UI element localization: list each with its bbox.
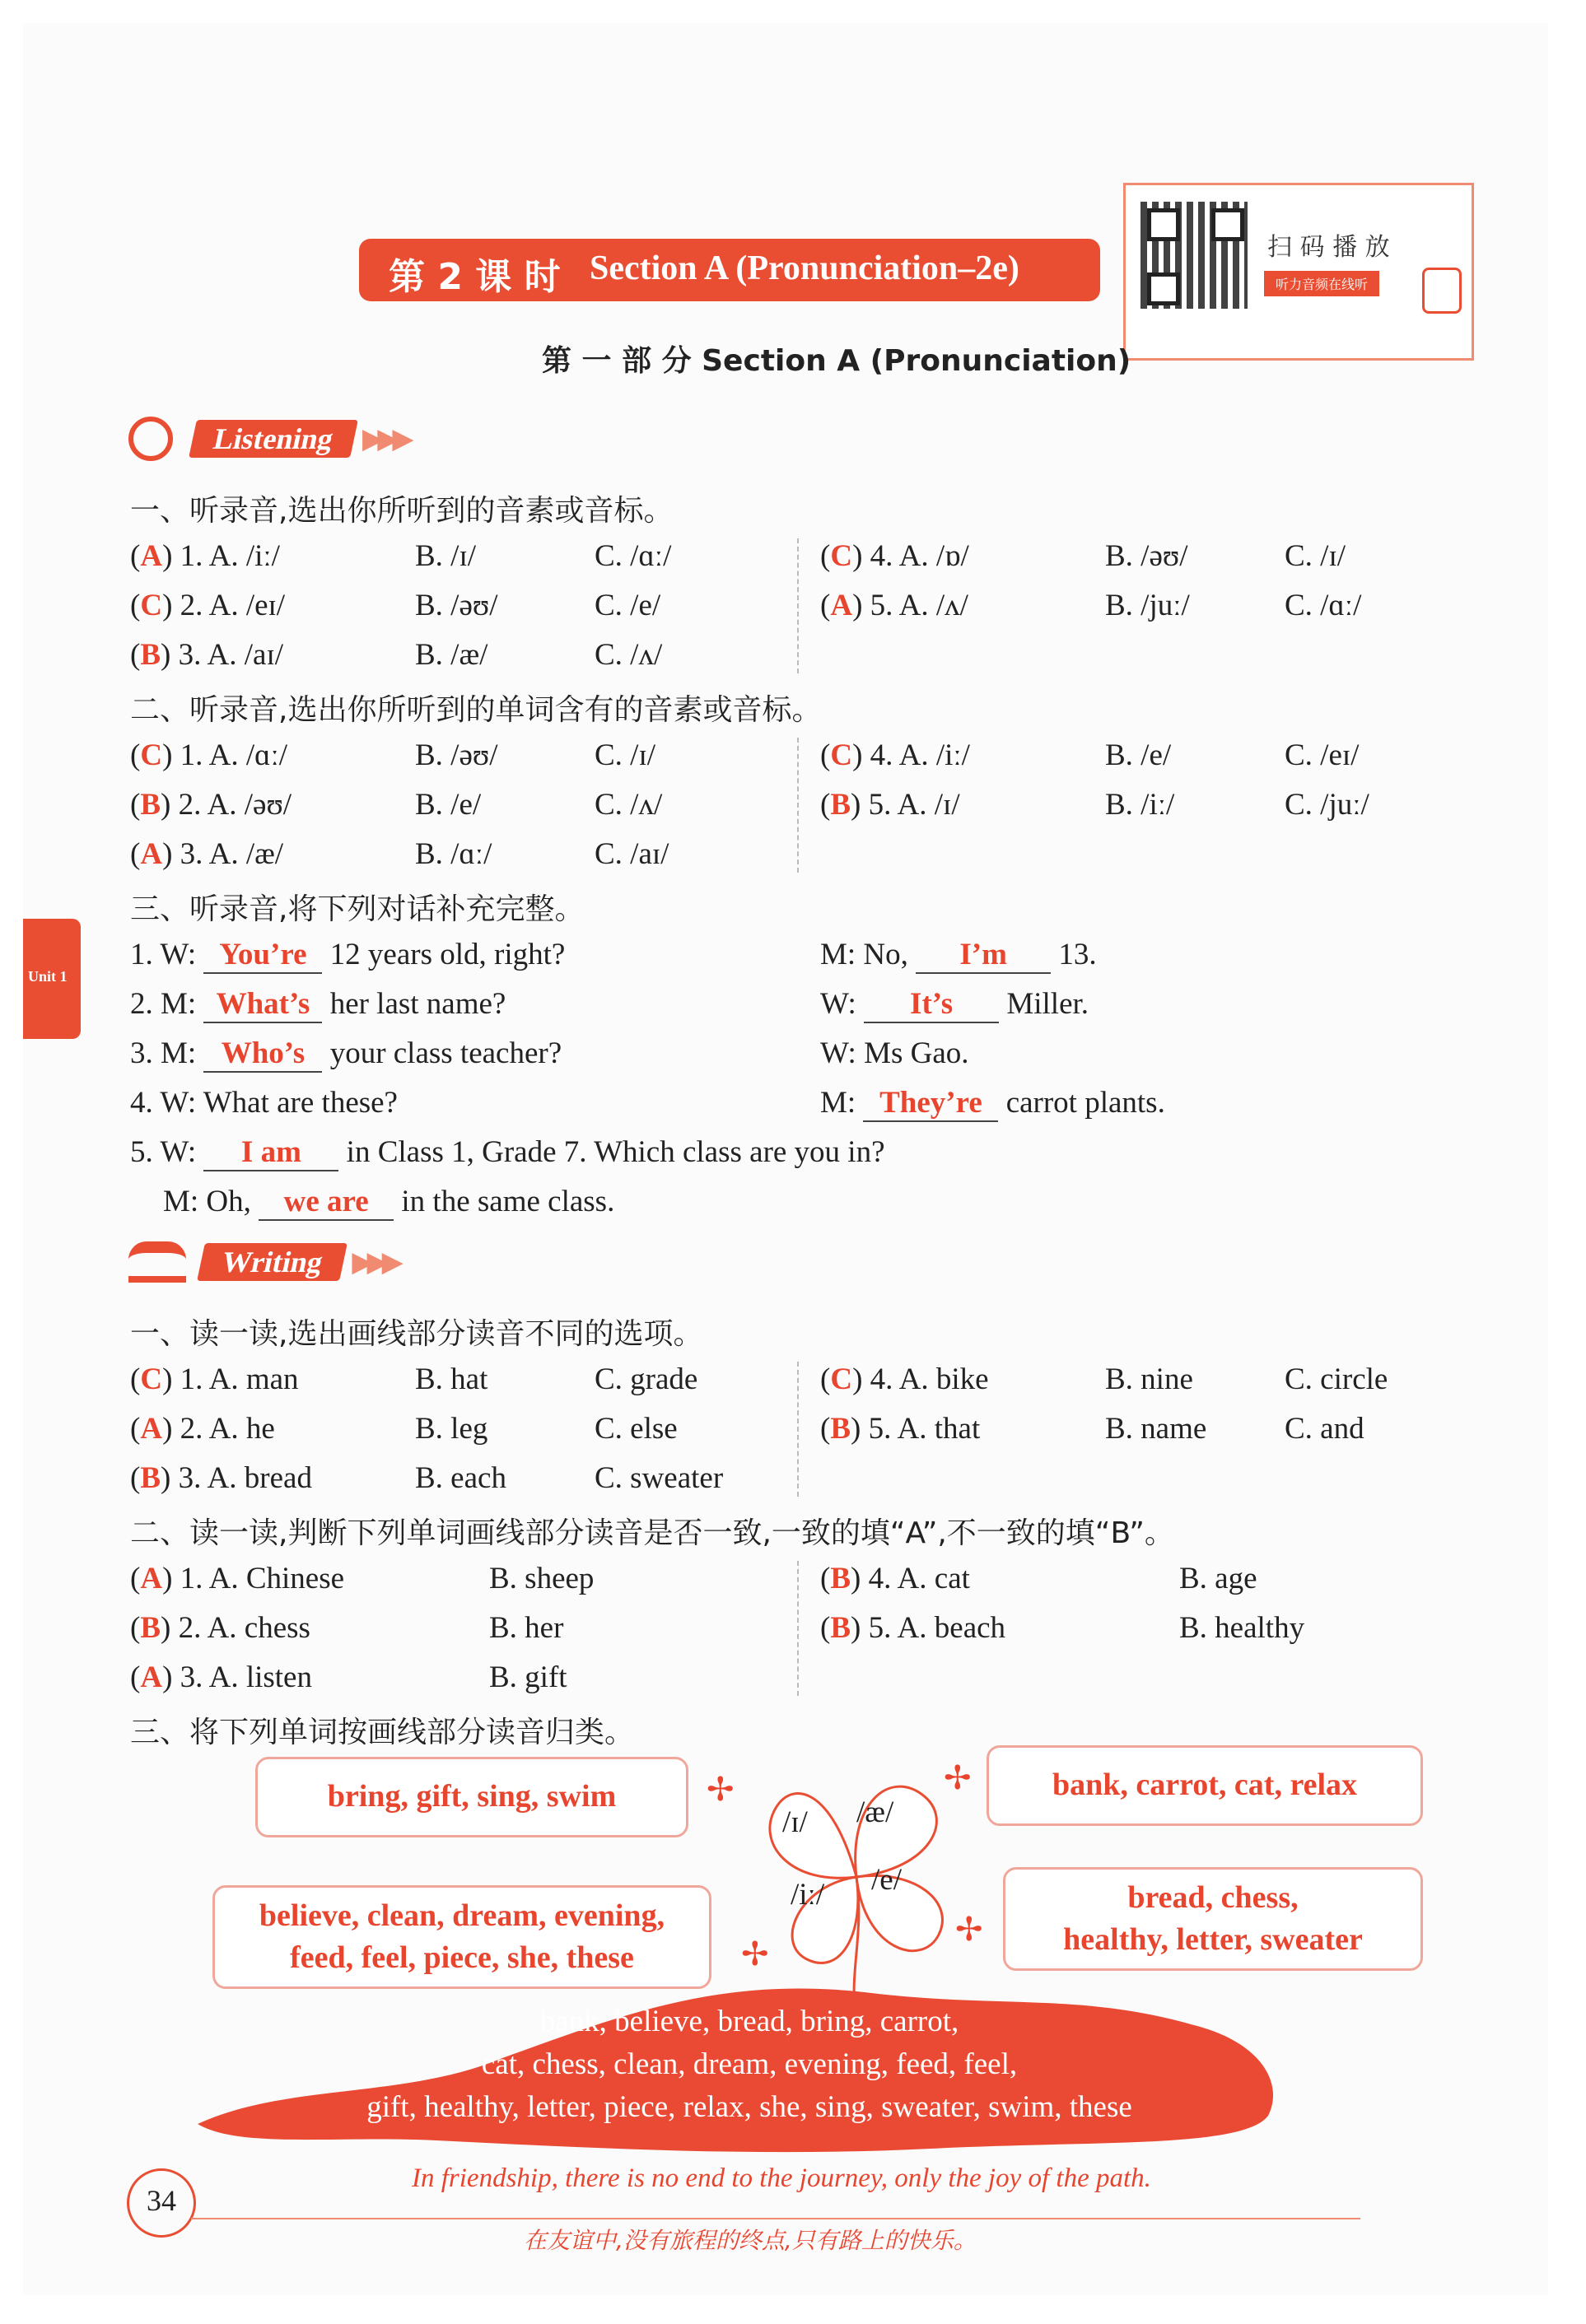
answer-choice[interactable]: C xyxy=(830,738,853,772)
dialogue-4-left: 4. W: What are these? xyxy=(130,1086,398,1120)
dialogue-5-line-1 xyxy=(130,1134,885,1171)
dialogue-4-right xyxy=(820,1085,1165,1122)
choice-row xyxy=(820,1610,1305,1646)
word-pool-line-1: bank, believe, bread, bring, carrot, xyxy=(539,2005,959,2038)
listening-q3-title: 三、听录音,将下列对话补充完整。 xyxy=(130,892,585,926)
option-c: C. and xyxy=(1285,1412,1364,1446)
paren: ( xyxy=(130,638,141,672)
option-a-prefix: 3. A. xyxy=(178,1461,245,1495)
speaker-icon xyxy=(1422,268,1462,314)
choice-row xyxy=(820,538,1346,574)
unit-side-tab xyxy=(23,919,81,1039)
dialogue-1-left xyxy=(130,937,565,974)
answer-blank[interactable]: You’re xyxy=(203,937,322,974)
writing-q1-title: 一、读一读,选出画线部分读音不同的选项。 xyxy=(130,1317,703,1351)
dialogue-text: Miller. xyxy=(1006,987,1089,1021)
option-a-prefix: 2. A. xyxy=(180,1412,246,1446)
answer-choice[interactable]: C xyxy=(140,738,163,772)
paren: ) xyxy=(162,1562,180,1595)
option-a: 2. A. chess xyxy=(178,1611,310,1645)
paren: ) xyxy=(162,1362,180,1396)
option-b: B. healthy xyxy=(1179,1611,1305,1645)
option-a-prefix: 4. A. xyxy=(870,1362,936,1396)
paren: ( xyxy=(820,788,831,822)
dialogue-text: your class teacher? xyxy=(329,1036,562,1070)
dialogue-3-right: W: Ms Gao. xyxy=(820,1036,969,1070)
part-title: 第 一 部 分 Section A (Pronunciation) xyxy=(542,344,1131,378)
paren: ( xyxy=(130,1660,141,1694)
box-long-i-line-1: believe, clean, dream, evening, xyxy=(259,1898,665,1933)
qr-label: 扫 码 播 放 xyxy=(1267,233,1390,262)
dialogue-text: in Class 1, Grade 7. Which class are you in? xyxy=(346,1135,885,1169)
option-a: 5. A. beach xyxy=(868,1611,1006,1645)
choice-row xyxy=(130,1660,567,1695)
answer-choice[interactable]: A xyxy=(140,539,163,573)
paren: ) xyxy=(161,1611,179,1645)
option-b: B. /iː/ xyxy=(1105,788,1175,822)
answer-choice[interactable]: A xyxy=(830,589,853,622)
listening-q2-title: 二、听录音,选出你所听到的单词含有的音素或音标。 xyxy=(130,693,822,727)
option-c: C. /eɪ/ xyxy=(1285,738,1360,772)
option-a: 3. A. listen xyxy=(180,1660,312,1694)
dragonfly-icon: ✢ xyxy=(944,1759,972,1796)
choice-row xyxy=(130,836,669,872)
paren: ( xyxy=(820,1412,831,1446)
option-b: B. /juː/ xyxy=(1105,589,1190,622)
answer-blank[interactable]: we are xyxy=(259,1184,394,1221)
option-b: B. hat xyxy=(415,1362,488,1396)
bell-icon xyxy=(128,417,173,461)
option-c: C. grade xyxy=(595,1362,698,1396)
symbol-long-i: /iː/ xyxy=(791,1878,825,1912)
word-pool-line-3: gift, healthy, letter, piece, relax, she, sing, sweater, swim, these xyxy=(366,2090,1132,2124)
option-a-word: man xyxy=(245,1362,299,1396)
option-c: C. /ɪ/ xyxy=(595,738,656,772)
paren: ( xyxy=(130,589,141,622)
footer-quote-en: In friendship, there is no end to the journey, only the joy of the path. xyxy=(412,2163,1151,2193)
dialogue-1-right xyxy=(820,937,1097,974)
option-c: C. /ɑː/ xyxy=(1285,589,1362,622)
option-a-prefix: 1. A. xyxy=(180,1362,246,1396)
paren: ) xyxy=(162,539,180,573)
option-b: B. /əʊ/ xyxy=(415,589,498,622)
column-divider xyxy=(797,738,799,873)
option-a: 2. A. /əʊ/ xyxy=(178,788,292,822)
answer-blank[interactable]: They’re xyxy=(863,1085,998,1122)
arrows-icon: ▶▶▶ xyxy=(362,424,408,454)
dialogue-speaker: M: No, xyxy=(820,938,908,971)
answer-choice[interactable]: C xyxy=(140,1362,163,1396)
dialogue-speaker: M: xyxy=(820,1086,856,1120)
paren: ( xyxy=(130,738,141,772)
option-a: 4. A. /ɒ/ xyxy=(870,539,969,573)
box-ae xyxy=(987,1745,1423,1826)
choice-row xyxy=(130,1411,678,1446)
dialogue-text: her last name? xyxy=(329,987,506,1021)
answer-choice[interactable]: C xyxy=(830,539,853,573)
column-divider xyxy=(797,1561,799,1696)
choice-row xyxy=(820,1561,1257,1596)
option-a-word: he xyxy=(245,1412,275,1446)
option-b: B. /əʊ/ xyxy=(1105,539,1188,573)
option-c: C. sweater xyxy=(595,1461,724,1495)
paren: ( xyxy=(820,1611,831,1645)
answer-blank[interactable]: I’m xyxy=(916,937,1051,974)
paren: ) xyxy=(851,1562,869,1595)
dialogue-text: 12 years old, right? xyxy=(329,938,566,971)
paren: ) xyxy=(162,738,180,772)
option-a-word: bread xyxy=(244,1461,312,1495)
box-e-line-2: healthy, letter, sweater xyxy=(1063,1922,1363,1957)
unit-tab-label: Unit 1 xyxy=(28,968,68,985)
page-number: 34 xyxy=(147,2184,176,2217)
column-divider xyxy=(797,538,799,673)
option-a: 3. A. /æ/ xyxy=(180,837,284,871)
option-a: 4. A. /iː/ xyxy=(870,738,970,772)
paren: ( xyxy=(130,1412,141,1446)
option-c: C. /ʌ/ xyxy=(595,638,663,672)
lesson-label: 第 2 课 时 xyxy=(389,256,561,298)
option-a-word: bike xyxy=(935,1362,989,1396)
paren: ) xyxy=(162,589,180,622)
lesson-title-bar xyxy=(359,239,1100,301)
word-pool-line-2: cat, chess, clean, dream, evening, feed, feel, xyxy=(481,2047,1018,2081)
option-a-prefix: 5. A. xyxy=(868,1412,935,1446)
option-c: C. /aɪ/ xyxy=(595,837,669,871)
choice-row xyxy=(130,588,661,623)
choice-row xyxy=(130,787,663,822)
option-a: 5. A. /ʌ/ xyxy=(870,589,968,622)
answer-choice[interactable]: B xyxy=(140,1461,161,1495)
option-a-word: that xyxy=(934,1412,981,1446)
option-b: B. name xyxy=(1105,1412,1207,1446)
dialogue-speaker: 2. M: xyxy=(130,987,197,1021)
dragonfly-icon: ✢ xyxy=(955,1911,983,1948)
dialogue-2-left xyxy=(130,986,506,1023)
paren: ) xyxy=(161,638,179,672)
arrows-icon: ▶▶▶ xyxy=(352,1247,397,1278)
dialogue-5-line-2 xyxy=(163,1184,614,1221)
dialogue-text: 13. xyxy=(1058,938,1097,971)
choice-row xyxy=(130,538,672,574)
choice-row xyxy=(130,1561,595,1596)
answer-choice[interactable]: B xyxy=(830,788,851,822)
answer-choice[interactable]: B xyxy=(140,788,161,822)
option-b: B. /e/ xyxy=(1105,738,1172,772)
symbol-short-i: /ɪ/ xyxy=(782,1805,808,1839)
dragonfly-icon: ✢ xyxy=(741,1935,769,1972)
column-divider xyxy=(797,1362,799,1497)
dialogue-speaker: W: xyxy=(820,987,856,1021)
answer-choice[interactable]: B xyxy=(140,1611,161,1645)
option-b: B. /ɪ/ xyxy=(415,539,477,573)
qr-sub-label: 听力音频在线听 xyxy=(1264,271,1379,296)
paren: ) xyxy=(162,1412,180,1446)
paren: ( xyxy=(820,539,831,573)
paren: ( xyxy=(820,1362,831,1396)
option-b: B. age xyxy=(1179,1562,1257,1595)
paren: ) xyxy=(161,1461,179,1495)
paren: ) xyxy=(852,539,870,573)
answer-choice[interactable]: A xyxy=(140,1562,163,1595)
dialogue-speaker: M: Oh, xyxy=(163,1185,251,1218)
answer-choice[interactable]: B xyxy=(830,1611,851,1645)
option-b: B. /əʊ/ xyxy=(415,738,498,772)
paren: ) xyxy=(162,837,180,871)
paren: ) xyxy=(161,788,179,822)
answer-blank[interactable]: Who’s xyxy=(203,1036,322,1073)
listening-badge xyxy=(128,417,408,461)
paren: ) xyxy=(851,788,869,822)
option-b: B. /e/ xyxy=(415,788,482,822)
option-c: C. /e/ xyxy=(595,589,661,622)
box-ae-words: bank, carrot, cat, relax xyxy=(1052,1767,1358,1803)
option-a: 2. A. /eɪ/ xyxy=(180,589,286,622)
answer-choice[interactable]: A xyxy=(140,1412,163,1446)
box-e xyxy=(1003,1867,1423,1971)
choice-row xyxy=(820,588,1362,623)
symbol-e: /e/ xyxy=(871,1863,902,1897)
option-b: B. each xyxy=(415,1461,506,1495)
option-a: 5. A. /ɪ/ xyxy=(868,788,960,822)
option-b: B. gift xyxy=(489,1660,567,1694)
choice-row xyxy=(130,1610,564,1646)
box-long-i-line-2: feed, feel, piece, she, these xyxy=(290,1940,634,1975)
dialogue-text: carrot plants. xyxy=(1005,1086,1165,1120)
answer-blank[interactable]: What’s xyxy=(203,986,322,1023)
dragonfly-icon: ✢ xyxy=(707,1771,735,1808)
dialogue-speaker: 1. W: xyxy=(130,938,197,971)
option-a: 1. A. /iː/ xyxy=(180,539,280,573)
writing-q3-title: 三、将下列单词按画线部分读音归类。 xyxy=(130,1716,635,1749)
footer-rule xyxy=(191,2218,1360,2219)
listening-label: Listening xyxy=(189,420,358,458)
option-c: C. circle xyxy=(1285,1362,1388,1396)
choice-row xyxy=(820,1411,1364,1446)
choice-row xyxy=(130,738,656,773)
paren: ( xyxy=(820,738,831,772)
option-c: C. else xyxy=(595,1412,678,1446)
option-a: 3. A. /aɪ/ xyxy=(178,638,284,672)
paren: ( xyxy=(130,1362,141,1396)
paren: ) xyxy=(851,1611,869,1645)
answer-blank[interactable]: I am xyxy=(203,1134,338,1171)
option-b: B. nine xyxy=(1105,1362,1193,1396)
listening-q1-title: 一、听录音,选出你所听到的音素或音标。 xyxy=(130,494,674,528)
option-b: B. /æ/ xyxy=(415,638,488,672)
paren: ( xyxy=(130,788,141,822)
paren: ( xyxy=(820,589,831,622)
writing-q2-title: 二、读一读,判断下列单词画线部分读音是否一致,一致的填“A”,不一致的填“B”。 xyxy=(130,1516,1174,1550)
answer-choice[interactable]: C xyxy=(140,589,163,622)
answer-choice[interactable]: A xyxy=(140,1660,163,1694)
option-b: B. her xyxy=(489,1611,564,1645)
paren: ) xyxy=(852,1362,870,1396)
writing-label: Writing xyxy=(197,1243,348,1281)
paren: ) xyxy=(162,1660,180,1694)
paren: ( xyxy=(130,1461,141,1495)
dialogue-2-right xyxy=(820,986,1089,1023)
option-a: 4. A. cat xyxy=(868,1562,970,1595)
paren: ( xyxy=(130,1611,141,1645)
box-short-i xyxy=(255,1757,688,1837)
option-a: 1. A. /ɑː/ xyxy=(180,738,288,772)
paren: ) xyxy=(851,1412,869,1446)
answer-choice[interactable]: B xyxy=(830,1562,851,1595)
paren: ( xyxy=(130,837,141,871)
answer-choice[interactable]: B xyxy=(140,638,161,672)
option-c: C. /ɑː/ xyxy=(595,539,672,573)
writing-badge xyxy=(128,1241,397,1283)
option-b: B. sheep xyxy=(489,1562,595,1595)
option-b: B. leg xyxy=(415,1412,488,1446)
paren: ( xyxy=(130,539,141,573)
qr-panel[interactable] xyxy=(1123,183,1474,361)
answer-blank[interactable]: It’s xyxy=(864,986,999,1023)
dialogue-speaker: 3. M: xyxy=(130,1036,197,1070)
symbol-ae: /æ/ xyxy=(856,1795,894,1829)
option-b: B. /ɑː/ xyxy=(415,837,492,871)
paren: ) xyxy=(852,738,870,772)
dialogue-3-left xyxy=(130,1036,562,1073)
word-pool xyxy=(272,2000,1227,2129)
paren: ) xyxy=(852,589,870,622)
dialogue-speaker: 5. W: xyxy=(130,1135,197,1169)
option-c: C. /juː/ xyxy=(1285,788,1369,822)
choice-row xyxy=(820,738,1360,773)
choice-row xyxy=(820,1362,1388,1397)
option-c: C. /ɪ/ xyxy=(1285,539,1346,573)
choice-row xyxy=(820,787,1369,822)
dialogue-text: in the same class. xyxy=(401,1185,615,1218)
answer-choice[interactable]: B xyxy=(830,1412,851,1446)
choice-row xyxy=(130,637,663,673)
footer-quote-cn: 在友谊中,没有旅程的终点,只有路上的快乐。 xyxy=(524,2227,977,2254)
paren: ( xyxy=(130,1562,141,1595)
paren: ( xyxy=(820,1562,831,1595)
choice-row xyxy=(130,1362,698,1397)
answer-choice[interactable]: A xyxy=(140,837,163,871)
box-e-line-1: bread, chess, xyxy=(1127,1879,1299,1915)
section-label: Section A (Pronunciation–2e) xyxy=(590,249,1019,287)
answer-choice[interactable]: C xyxy=(830,1362,853,1396)
choice-row xyxy=(130,1460,724,1496)
option-c: C. /ʌ/ xyxy=(595,788,663,822)
box-short-i-words: bring, gift, sing, swim xyxy=(327,1779,617,1814)
option-a: 1. A. Chinese xyxy=(180,1562,345,1595)
desk-icon xyxy=(128,1241,186,1283)
